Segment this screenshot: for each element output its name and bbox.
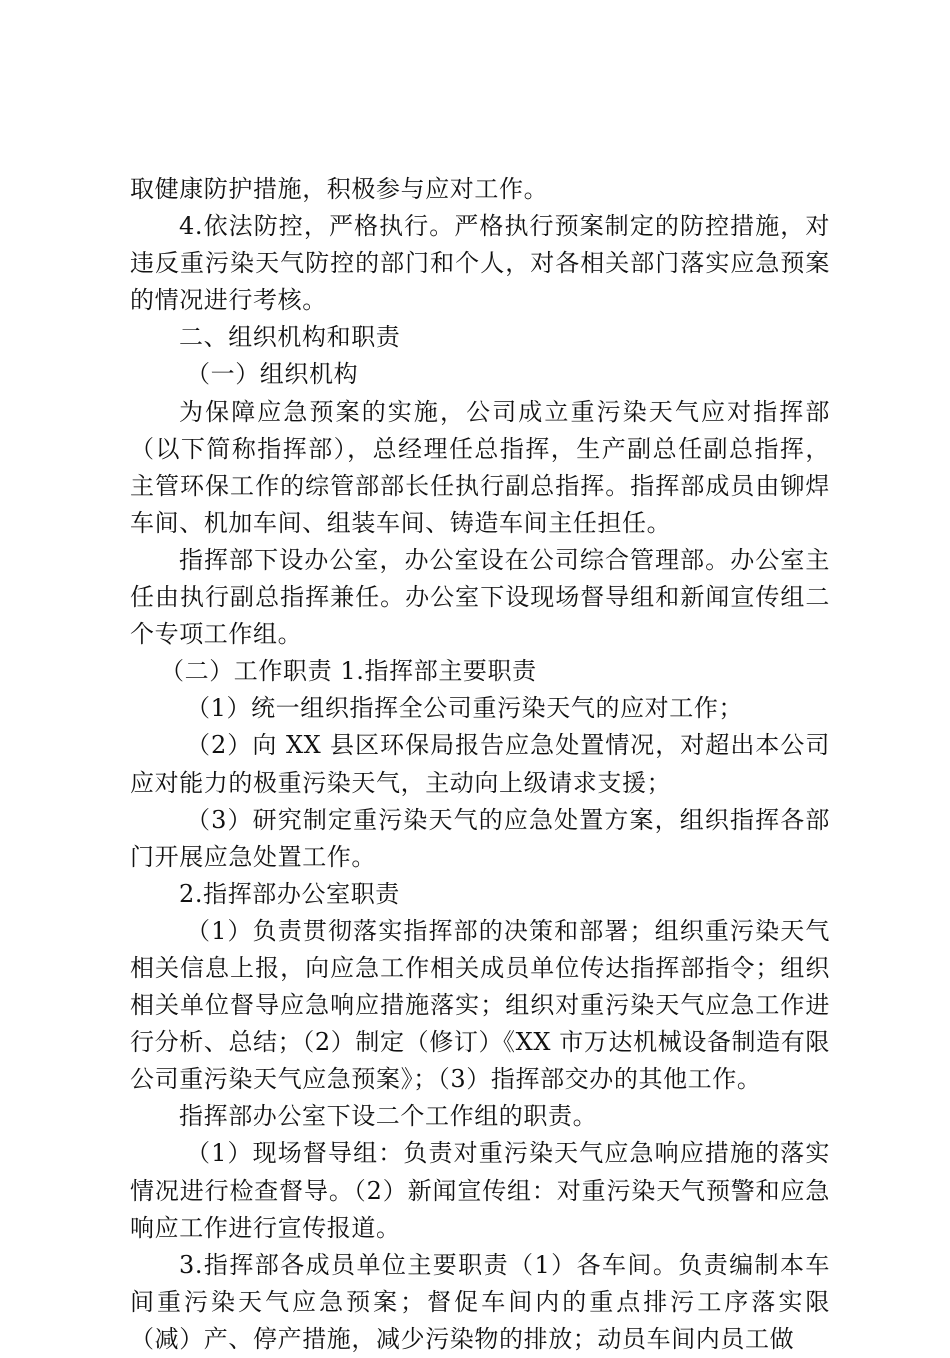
section-heading: 二、组织机构和职责: [179, 323, 401, 352]
list-item: （1）现场督导组：负责对重污染天气应急响应措施的落实情况进行检查督导。（2）新闻宣传组：对重污染天气预警和应急响应工作进行宣传报道。: [130, 1139, 830, 1242]
paragraph: 指挥部下设办公室，办公室设在公司综合管理部。办公室主任由执行副总指挥兼任。办公室下设现场督导组和新闻宣传组二个专项工作组。: [130, 545, 830, 649]
document-body: [130, 171, 830, 1358]
subsection-heading: （二）工作职责 1.指挥部主要职责: [160, 657, 537, 686]
list-item: （2）向 XX 县区环保局报告应急处置情况，对超出本公司应对能力的极重污染天气，主动向上级请求支援；: [130, 731, 830, 797]
paragraph: 4.依法防控，严格执行。严格执行预案制定的防控措施，对违反重污染天气防控的部门和个人，对各相关部门落实应急预案的情况进行考核。: [130, 212, 830, 315]
subsection-heading: （一）组织机构: [186, 360, 359, 389]
list-item: （1）负责贯彻落实指挥部的决策和部署；组织重污染天气相关信息上报，向应急工作相关成员单位传达指挥部指令；组织相关单位督导应急响应措施落实；组织对重污染天气应急工作进行分析、总结；（2）制定（修订）《XX 市万达机械设备制造有限公司重污染天气应急预案》；（3）指挥部交办的其他工作。: [130, 916, 830, 1094]
list-item: （1）统一组织指挥全公司重污染天气的应对工作；: [186, 694, 744, 723]
paragraph: 指挥部办公室下设二个工作组的职责。: [179, 1102, 598, 1131]
paragraph: 为保障应急预案的实施，公司成立重污染天气应对指挥部（以下简称指挥部），总经理任总指挥，生产副总任副总指挥，主管环保工作的综管部部长任执行副总指挥。指挥部成员由铆焊车间、机加车间、组装车间、铸造车间主任担任。: [130, 397, 830, 537]
list-item: （3）研究制定重污染天气的应急处置方案，组织指挥各部门开展应急处置工作。: [130, 805, 830, 871]
paragraph: 3.指挥部各成员单位主要职责（1）各车间。负责编制本车间重污染天气应急预案；督促车间内的重点排污工序落实限（减）产、停产措施，减少污染物的排放；动员车间内员工做: [130, 1250, 830, 1353]
paragraph: 取健康防护措施，积极参与应对工作。: [130, 175, 549, 203]
subsection-heading: 2.指挥部办公室职责: [179, 879, 400, 908]
